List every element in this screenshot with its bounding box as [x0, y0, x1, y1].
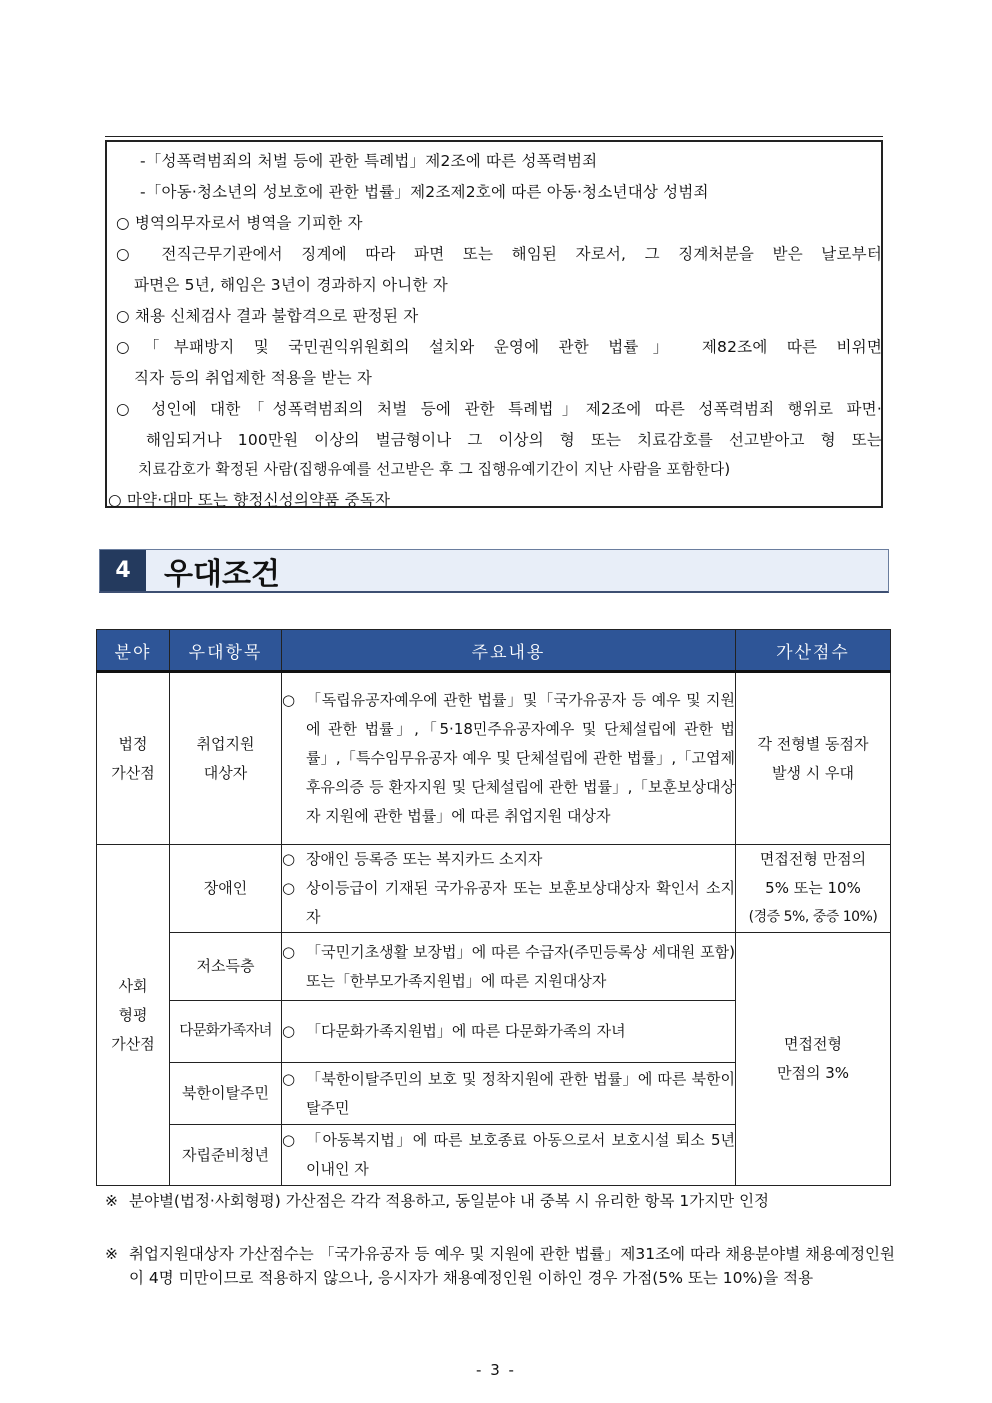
box-line-1: -「성폭력범죄의 처벌 등에 관한 특례법」제2조에 따른 성폭력범죄 — [140, 152, 598, 170]
youth-item: 자립준비청년 — [170, 1125, 282, 1186]
table-row — [97, 672, 891, 845]
box-double-line — [105, 136, 883, 137]
box-line-2: -「아동·청소년의 성보호에 관한 법률」제2조제2호에 따른 아동·청소년대상 성범죄 — [140, 183, 709, 201]
multicultural-content: 「다문화가족지원법」에 따른 다문화가족의 자녀 — [306, 1022, 626, 1040]
disabled-score-2: 5% 또는 10% — [765, 879, 861, 897]
section-number: 4 — [100, 550, 146, 591]
box-line-11: 치료감호가 확정된 사람(집행유예를 선고받은 후 그 집행유예기간이 지난 사람을 포함한다) — [138, 461, 731, 478]
note-text: 취업지원대상자 가산점수는 「국가유공자 등 예우 및 지원에 관한 법률」제31조에 따라 채용분야별 채용예정인원이 4명 미만이므로 적용하지 않으나, 응시자가 채용예정인원 이하인 경우 가점(5% 또는 10%)을 적용 — [129, 1245, 895, 1287]
box-line-5: 파면은 5년, 해임은 3년이 경과하지 아니한 자 — [134, 276, 448, 294]
table-row — [97, 845, 891, 933]
bullet: ○ — [282, 879, 296, 897]
defector-content-cell — [282, 1063, 736, 1125]
bullet: ○ — [282, 1069, 296, 1088]
bullet: ○ — [282, 1022, 296, 1040]
multicultural-content-cell — [282, 1001, 736, 1063]
note-1 — [105, 1189, 895, 1213]
box-line-8: 직자 등의 취업제한 적용을 받는 자 — [134, 369, 373, 387]
header-item: 우대항목 — [170, 630, 282, 672]
multicultural-item: 다문화가족자녀 — [170, 1001, 282, 1063]
note-mark: ※ — [105, 1245, 118, 1263]
legal-content: 「독립유공자예우에 관한 법률」및「국가유공자 등 예우 및 지원에 관한 법률」,「5·18민주유공자예우 및 단체설립에 관한 법률」,「특수임무유공자 예우 및 단체설립에 관한 법률」,「고엽제후유의증 등 환자지원 및 단체설립에 관한 법률」,「보훈보상대상자 지원에 관한 법률」에 따른 취업지원 대상자 — [306, 691, 735, 825]
box-line-4: ○ 전직근무기관에서 징계에 따라 파면 또는 해임된 자로서, 그 징계처분을 받은 날로부터 — [116, 245, 882, 263]
legal-content-cell — [282, 672, 736, 845]
disabled-score-1: 면접전형 만점의 — [759, 850, 867, 868]
section-header — [99, 549, 889, 593]
box-line-10: 해임되거나 100만원 이상의 벌금형이나 그 이상의 형 또는 치료감호를 선고받아고 형 또는 — [146, 431, 882, 449]
note-mark: ※ — [105, 1192, 118, 1210]
disabled-content-2: 상이등급이 기재된 국가유공자 또는 보훈보상대상자 확인서 소지자 — [306, 879, 735, 926]
youth-content: 「아동복지법」에 따른 보호종료 아동으로서 보호시설 퇴소 5년 이내인 자 — [306, 1131, 735, 1178]
social-field: 사회 형평 가산점 — [97, 845, 170, 1186]
youth-content-cell — [282, 1125, 736, 1186]
preference-table — [96, 629, 891, 1186]
box-line-12: ○ 마약·대마 또는 향정신성의약품 중독자 — [108, 491, 391, 509]
note-2 — [105, 1242, 895, 1290]
section-title: 우대조건 — [164, 556, 280, 592]
table-row — [97, 933, 891, 1001]
disabled-content-cell — [282, 845, 736, 933]
header-field: 분야 — [97, 630, 170, 672]
legal-field: 법정 가산점 — [97, 672, 170, 845]
legal-item: 취업지원 대상자 — [170, 672, 282, 845]
box-line-9: ○ 성인에 대한「성폭력범죄의 처벌 등에 관한 특례법」제2조에 따른 성폭력범죄 행위로 파면· — [116, 400, 882, 418]
box-line-7: ○「부패방지 및 국민권익위원회의 설치와 운영에 관한 법률」 제82조에 따른 비위면 — [116, 338, 882, 356]
disabled-score-3: (경증 5%, 중증 10%) — [748, 909, 878, 925]
low-income-content-cell — [282, 933, 736, 1001]
low-income-content: 「국민기초생활 보장법」에 따른 수급자(주민등록상 세대원 포함) 또는「한부모가족지원법」에 따른 지원대상자 — [306, 942, 735, 990]
bullet: ○ — [282, 942, 296, 961]
bullet: ○ — [282, 1131, 296, 1149]
social-score: 면접전형 만점의 3% — [736, 933, 891, 1186]
box-line-6: ○ 채용 신체검사 결과 불합격으로 판정된 자 — [116, 307, 419, 325]
header-content: 주요내용 — [282, 630, 736, 672]
legal-score: 각 전형별 동점자 발생 시 우대 — [736, 672, 891, 845]
box-line-3: ○ 병역의무자로서 병역을 기피한 자 — [116, 214, 363, 232]
disabled-content-1: 장애인 등록증 또는 복지카드 소지자 — [306, 850, 543, 868]
defector-content: 「북한이탈주민의 보호 및 정착지원에 관한 법률」에 따른 북한이탈주민 — [306, 1069, 735, 1117]
bullet: ○ — [282, 850, 296, 868]
header-score: 가산점수 — [736, 630, 891, 672]
disabled-item: 장애인 — [170, 845, 282, 933]
disabled-score-cell — [736, 845, 891, 933]
defector-item: 북한이탈주민 — [170, 1063, 282, 1125]
table-header-row — [97, 630, 891, 672]
page-number: - 3 - — [476, 1361, 516, 1379]
note-text: 분야별(법정·사회형평) 가산점은 각각 적용하고, 동일분야 내 중복 시 유리한 항목 1가지만 인정 — [129, 1192, 770, 1210]
bullet: ○ — [282, 691, 296, 709]
low-income-item: 저소득층 — [170, 933, 282, 1001]
